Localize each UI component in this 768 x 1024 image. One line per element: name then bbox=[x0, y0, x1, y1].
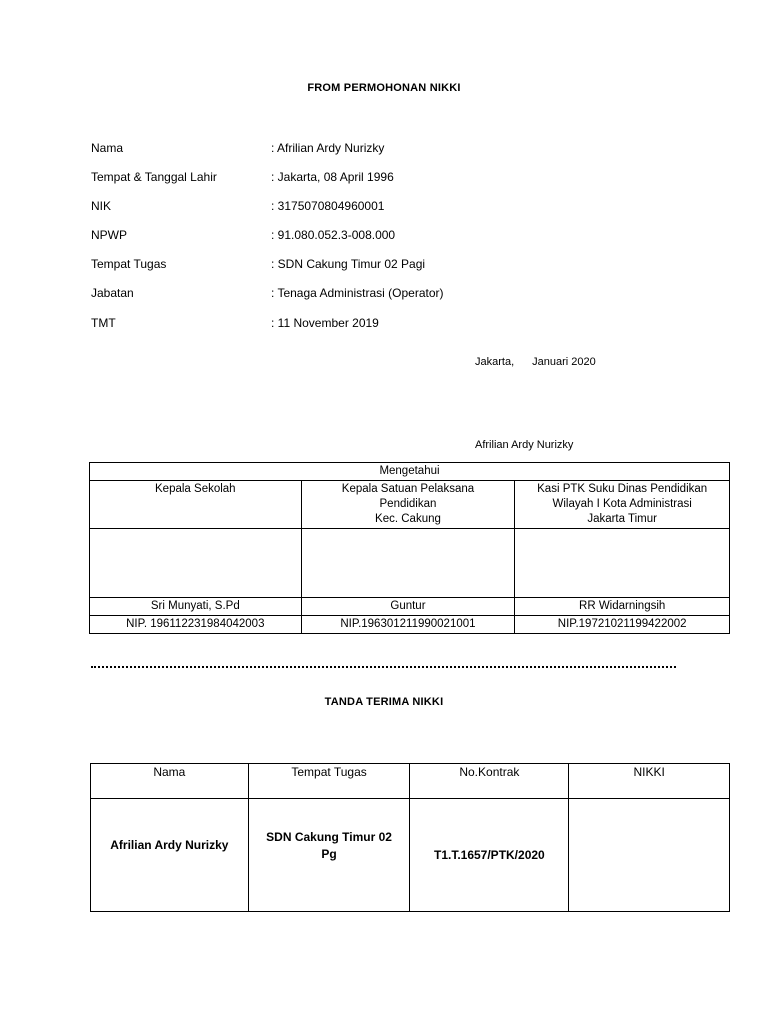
receipt-name bbox=[91, 799, 249, 912]
acknowledgement-table bbox=[89, 462, 730, 634]
receipt-title: TANDA TERIMA NIKKI bbox=[324, 696, 444, 708]
column-header: No.Kontrak bbox=[410, 764, 569, 799]
signer-name: RR Widarningsih bbox=[515, 598, 730, 616]
place-date bbox=[475, 356, 596, 368]
field-label: Nama bbox=[91, 141, 124, 155]
applicant-signer: Afrilian Ardy Nurizky bbox=[475, 439, 574, 451]
place: Jakarta, bbox=[475, 356, 515, 368]
role-line: Wilayah I Kota Administrasi bbox=[552, 498, 692, 510]
column-header: Nama bbox=[91, 764, 249, 799]
signer-nip: NIP.19721021199422002 bbox=[515, 616, 730, 634]
role-line: Kepala Satuan Pelaksana bbox=[341, 483, 475, 495]
field-label: NPWP bbox=[91, 228, 127, 242]
role-line: Kepala Sekolah bbox=[155, 483, 236, 495]
receipt-place bbox=[248, 799, 410, 912]
field-value: : Afrilian Ardy Nurizky bbox=[271, 141, 385, 155]
field-value: : 3175070804960001 bbox=[271, 199, 385, 213]
signer-nip: NIP.196301211990021001 bbox=[301, 616, 515, 634]
signature-space bbox=[515, 529, 730, 598]
place-line: Pg bbox=[321, 847, 337, 861]
field-value: : Jakarta, 08 April 1996 bbox=[271, 170, 394, 184]
field-label: Tempat Tugas bbox=[91, 257, 167, 271]
field-label: NIK bbox=[91, 199, 112, 213]
ack-heading: Mengetahui bbox=[90, 463, 730, 481]
field-value: : 91.080.052.3-008.000 bbox=[271, 228, 396, 242]
receipt-name-text: Afrilian Ardy Nurizky bbox=[110, 838, 229, 852]
receipt-contract: T1.T.1657/PTK/2020 bbox=[410, 799, 569, 912]
form-title: FROM PERMOHONAN NIKKI bbox=[307, 82, 461, 94]
field-value: : Tenaga Administrasi (Operator) bbox=[271, 286, 444, 300]
role-kasatlak bbox=[301, 481, 515, 529]
signature-space bbox=[90, 529, 302, 598]
column-header: Tempat Tugas bbox=[248, 764, 410, 799]
receipt-table bbox=[90, 763, 730, 912]
role-kasi-ptk bbox=[515, 481, 730, 529]
place-line: SDN Cakung Timur 02 bbox=[266, 830, 392, 844]
field-label: Jabatan bbox=[91, 286, 134, 300]
cut-line-divider bbox=[91, 663, 676, 668]
signer-nip: NIP. 196112231984042003 bbox=[90, 616, 302, 634]
signer-name: Sri Munyati, S.Pd bbox=[90, 598, 302, 616]
column-header: NIKKI bbox=[569, 764, 730, 799]
receipt-nikki bbox=[569, 799, 730, 912]
role-line: Kec. Cakung bbox=[375, 513, 441, 525]
role-principal bbox=[90, 481, 302, 529]
field-label: TMT bbox=[91, 316, 116, 330]
field-label: Tempat & Tanggal Lahir bbox=[91, 170, 217, 184]
field-value: : SDN Cakung Timur 02 Pagi bbox=[271, 257, 426, 271]
role-line: Kasi PTK Suku Dinas Pendidikan bbox=[537, 483, 708, 495]
month-year: Januari 2020 bbox=[532, 356, 596, 368]
signer-name: Guntur bbox=[301, 598, 515, 616]
field-value: : 11 November 2019 bbox=[271, 316, 379, 330]
signature-space bbox=[301, 529, 515, 598]
role-line: Pendidikan bbox=[379, 498, 437, 510]
role-line: Jakarta Timur bbox=[587, 513, 657, 525]
